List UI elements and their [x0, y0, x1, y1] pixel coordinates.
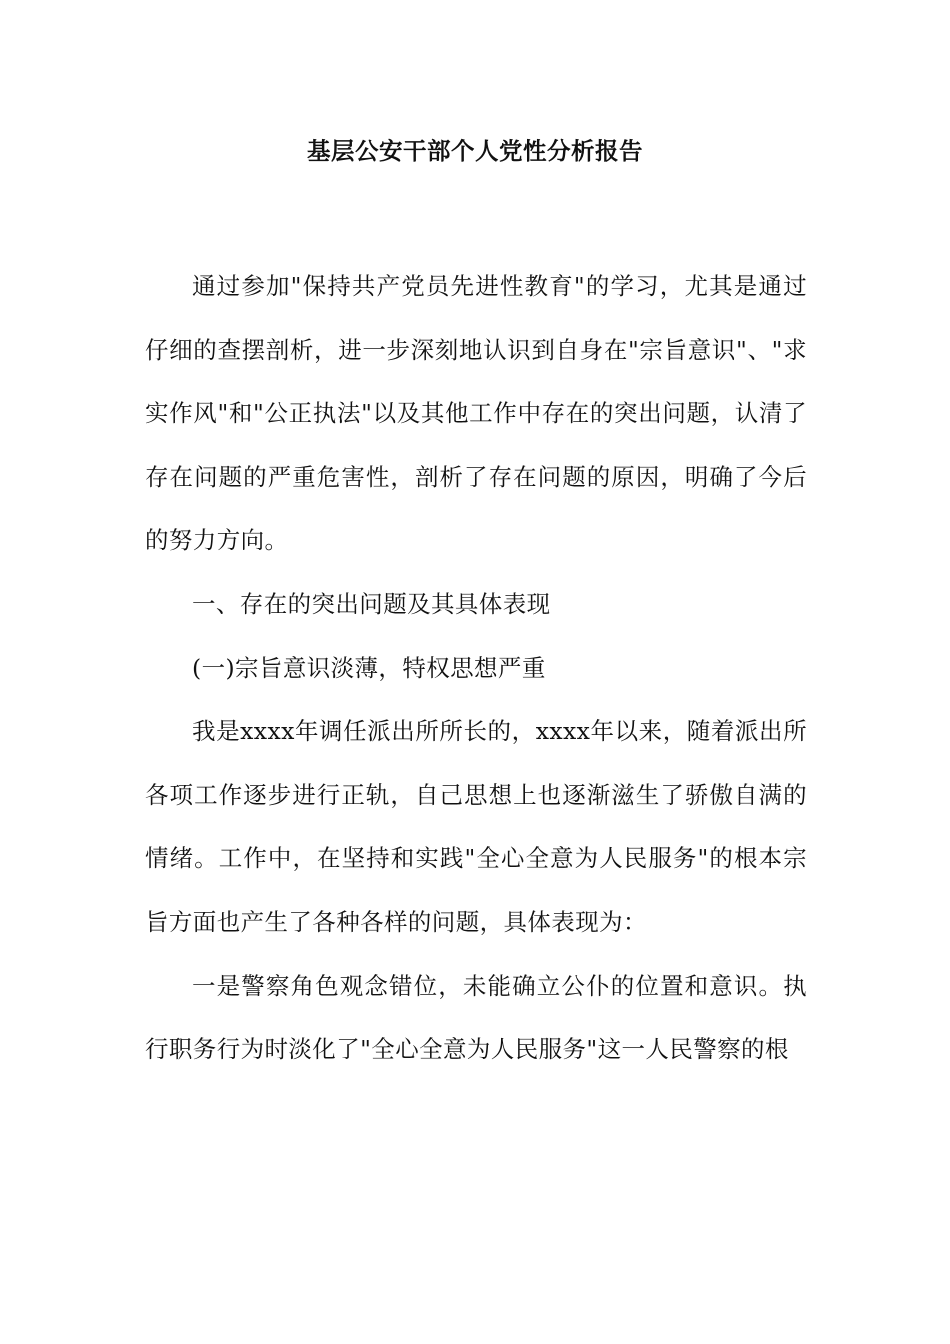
paragraph-background: 我是xxxx年调任派出所所长的，xxxx年以来，随着派出所各项工作逐步进行正轨，自己思想上也逐渐滋生了骄傲自满的情绪。工作中，在坚持和实践"全心全意为人民服务"的根本宗旨方面也产生了各种各样的问题，具体表现为：: [145, 717, 807, 936]
document-title: 基层公安干部个人党性分析报告: [307, 137, 643, 165]
section-heading: 一、存在的突出问题及其具体表现: [192, 589, 551, 618]
paragraph-point-one: 一是警察角色观念错位，未能确立公仆的位置和意识。执行职务行为时淡化了"全心全意为人民服务"这一人民警察的根: [145, 971, 807, 1064]
paragraph-intro: 通过参加"保持共产党员先进性教育"的学习，尤其是通过仔细的查摆剖析，进一步深刻地认识到自身在"宗旨意识"、"求实作风"和"公正执法"以及其他工作中存在的突出问题，认清了存在问题的严重危害性，剖析了存在问题的原因，明确了今后的努力方向。: [145, 272, 807, 555]
subsection-heading: (一)宗旨意识淡薄，特权思想严重: [192, 653, 546, 682]
document-body: [145, 255, 807, 1082]
